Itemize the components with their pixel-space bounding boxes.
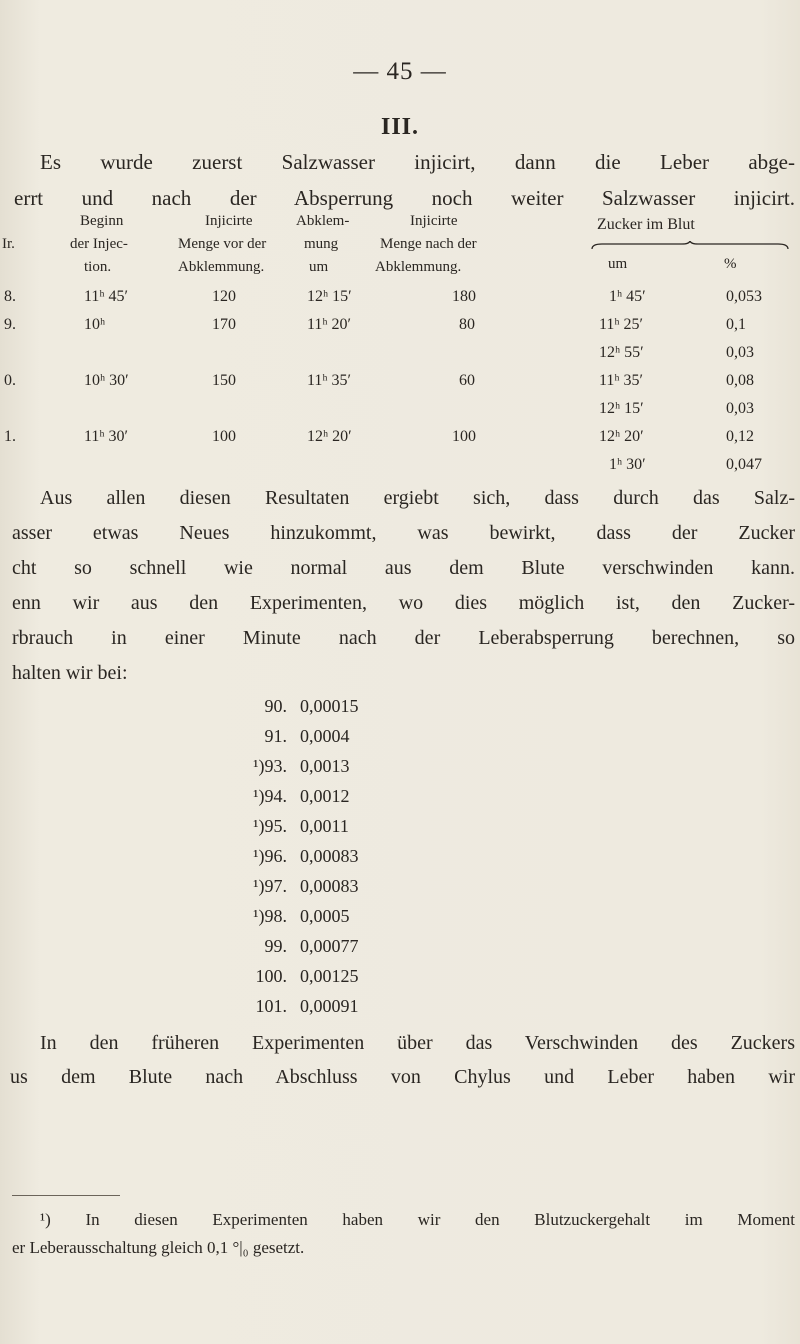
header-abklemmung-2: mung <box>304 236 339 252</box>
list-value: 0,0011 <box>300 816 349 836</box>
cell-nach: 180 <box>452 288 476 305</box>
paragraph-line: In den früheren Experimenten über das Verschwinden des Zuckers <box>40 1032 795 1054</box>
header-menge-vor-2: Menge vor der <box>178 236 267 252</box>
footnote-divider <box>12 1195 120 1196</box>
footnote-line: er Leberausschaltung gleich 0,1 °|₀ gesetzt. <box>12 1238 305 1257</box>
list-value: 0,0013 <box>300 756 350 776</box>
cell-nach: 60 <box>459 372 475 389</box>
cell-nr: 9. <box>4 316 16 333</box>
intro-line-1: Es wurde zuerst Salzwasser injicirt, dann die Leber abge- <box>40 150 795 174</box>
cell-um: 12ʰ 55′ <box>599 344 644 361</box>
cell-um: 11ʰ 25′ <box>599 316 644 333</box>
cell-vor: 170 <box>212 316 236 333</box>
list-number: 91. <box>264 726 287 746</box>
list-number: ¹)97. <box>253 876 287 896</box>
cell-nach: 100 <box>452 428 476 445</box>
cell-pct: 0,03 <box>726 344 754 361</box>
paragraph-line: us dem Blute nach Abschluss von Chylus und Leber haben wir <box>10 1066 795 1088</box>
list-number: ¹)96. <box>253 846 287 866</box>
list-value: 0,00083 <box>300 876 359 896</box>
paragraph-line: asser etwas Neues hinzukommt, was bewirkt, dass der Zucker <box>12 522 795 544</box>
header-beginn-1: Beginn <box>80 213 124 229</box>
header-zucker: Zucker im Blut <box>597 216 695 233</box>
page-number: — 45 — <box>353 58 447 85</box>
cell-pct: 0,12 <box>726 428 754 445</box>
cell-abkl: 12ʰ 15′ <box>307 288 352 305</box>
list-number: 99. <box>264 936 287 956</box>
paragraph-line: rbrauch in einer Minute nach der Leberabsperrung berechnen, so <box>12 627 795 649</box>
list-value: 0,00091 <box>300 996 359 1016</box>
cell-nach: 80 <box>459 316 475 333</box>
header-abklemmung-3: um <box>309 259 329 275</box>
cell-abkl: 12ʰ 20′ <box>307 428 352 445</box>
cell-um: 12ʰ 15′ <box>599 400 644 417</box>
footnote-line: ¹) In diesen Experimenten haben wir den Blutzuckergehalt im Moment <box>40 1210 795 1229</box>
header-menge-nach-1: Injicirte <box>410 213 458 229</box>
header-menge-vor-1: Injicirte <box>205 213 253 229</box>
header-nr: Ir. <box>2 236 15 252</box>
cell-um: 12ʰ 20′ <box>599 428 644 445</box>
list-number: ¹)94. <box>253 786 287 806</box>
header-beginn-2: der Injec- <box>70 236 128 252</box>
cell-pct: 0,08 <box>726 372 754 389</box>
cell-pct: 0,047 <box>726 456 762 473</box>
cell-vor: 150 <box>212 372 236 389</box>
list-value: 0,00083 <box>300 846 359 866</box>
intro-line-2: errt und nach der Absperrung noch weiter Salzwasser injicirt. <box>14 186 795 210</box>
cell-vor: 120 <box>212 288 236 305</box>
cell-beginn: 11ʰ 45′ <box>84 288 129 305</box>
list-value: 0,00125 <box>300 966 359 986</box>
paragraph-line: halten wir bei: <box>12 662 128 684</box>
cell-nr: 8. <box>4 288 16 305</box>
list-number: 90. <box>264 696 287 716</box>
cell-beginn: 10ʰ 30′ <box>84 372 129 389</box>
cell-pct: 0,053 <box>726 288 762 305</box>
cell-vor: 100 <box>212 428 236 445</box>
cell-nr: 0. <box>4 372 16 389</box>
paragraph-line: Aus allen diesen Resultaten ergiebt sich, dass durch das Salz- <box>40 487 795 509</box>
paragraph-line: cht so schnell wie normal aus dem Blute verschwinden kann. <box>12 557 795 579</box>
list-value: 0,0005 <box>300 906 350 926</box>
header-beginn-3: tion. <box>84 259 112 275</box>
cell-um: 1ʰ 30′ <box>609 456 646 473</box>
cell-beginn: 11ʰ 30′ <box>84 428 129 445</box>
paragraph-line: enn wir aus den Experimenten, wo dies möglich ist, den Zucker- <box>12 592 795 614</box>
cell-pct: 0,1 <box>726 316 746 333</box>
cell-um: 1ʰ 45′ <box>609 288 646 305</box>
list-value: 0,00015 <box>300 696 359 716</box>
list-value: 0,0004 <box>300 726 350 746</box>
cell-um: 11ʰ 35′ <box>599 372 644 389</box>
list-number: ¹)93. <box>253 756 287 776</box>
cell-abkl: 11ʰ 20′ <box>307 316 352 333</box>
cell-beginn: 10ʰ <box>84 316 106 333</box>
list-number: ¹)98. <box>253 906 287 926</box>
header-menge-nach-2: Menge nach der <box>380 236 477 252</box>
list-number: ¹)95. <box>253 816 287 836</box>
section-heading: III. <box>380 114 420 140</box>
brace-icon <box>590 241 790 250</box>
cell-nr: 1. <box>4 428 16 445</box>
header-zucker-um: um <box>608 256 628 272</box>
cell-pct: 0,03 <box>726 400 754 417</box>
list-number: 100. <box>255 966 287 986</box>
cell-abkl: 11ʰ 35′ <box>307 372 352 389</box>
header-menge-nach-3: Abklemmung. <box>375 259 462 275</box>
list-number: 101. <box>255 996 287 1016</box>
header-abklemmung-1: Abklem- <box>296 213 350 229</box>
header-zucker-pct: % <box>724 256 737 272</box>
header-menge-vor-3: Abklemmung. <box>178 259 265 275</box>
list-value: 0,00077 <box>300 936 359 956</box>
list-value: 0,0012 <box>300 786 350 806</box>
